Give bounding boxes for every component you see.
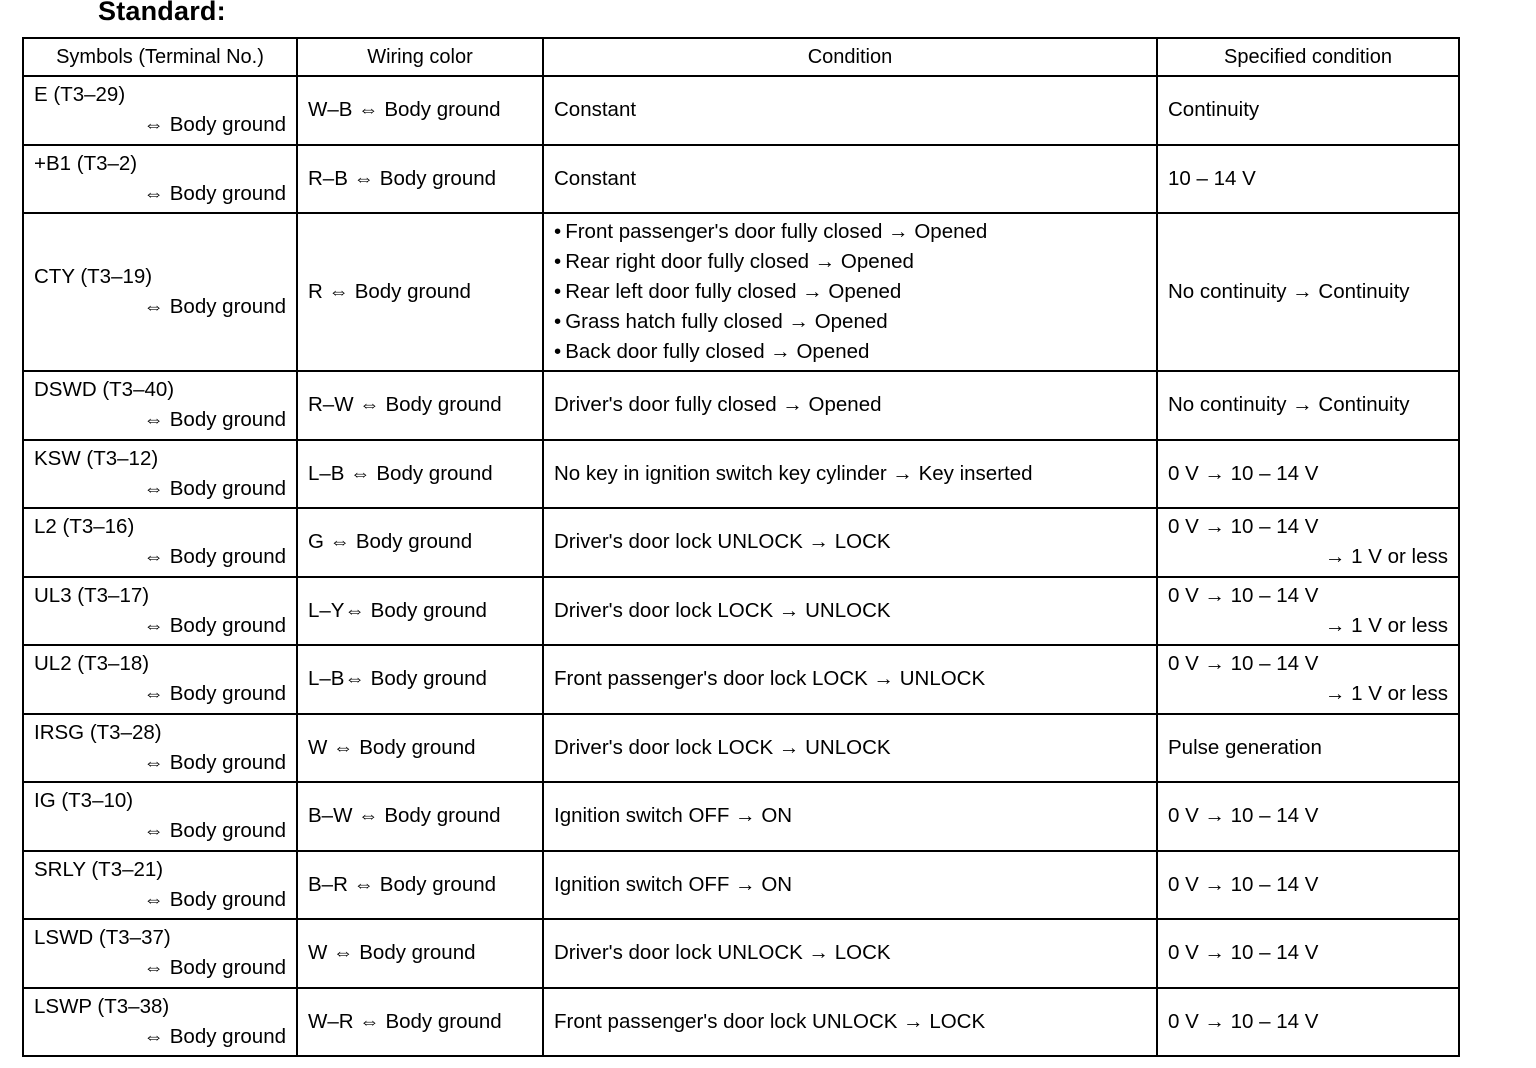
symbol-ground: ⇔ Body ground bbox=[143, 476, 286, 500]
specified-value: 0 V → 10 – 14 V bbox=[1168, 583, 1319, 607]
specified-value: Continuity bbox=[1168, 98, 1260, 122]
specified-value: 0 V → 10 – 14 V bbox=[1168, 804, 1319, 828]
table-row bbox=[23, 919, 1459, 988]
condition-cell: Constant bbox=[543, 76, 1157, 145]
condition-cell: Front passenger's door lock LOCK → UNLOCK bbox=[543, 645, 1157, 714]
specified-cell bbox=[1157, 440, 1459, 509]
table-row bbox=[23, 213, 1459, 371]
specified-cell bbox=[1157, 145, 1459, 214]
specified-value-sub: → 1 V or less bbox=[1324, 613, 1448, 637]
symbol-terminal: LSWD (T3–37) bbox=[34, 926, 171, 950]
table-row bbox=[23, 851, 1459, 920]
symbol-terminal: CTY (T3–19) bbox=[34, 265, 153, 288]
symbol-ground: ⇔ Body ground bbox=[143, 1024, 286, 1048]
specified-cell bbox=[1157, 213, 1459, 371]
symbol-terminal: +B1 (T3–2) bbox=[34, 151, 138, 175]
condition-list bbox=[554, 217, 1146, 367]
specified-value: No continuity → Continuity bbox=[1168, 393, 1410, 417]
table-row bbox=[23, 371, 1459, 440]
condition-list-item: • Front passenger's door fully closed → Opened bbox=[554, 217, 1146, 247]
symbol-cell bbox=[23, 577, 297, 646]
specified-cell bbox=[1157, 782, 1459, 851]
symbol-ground: ⇔ Body ground bbox=[143, 613, 286, 637]
symbol-terminal: E (T3–29) bbox=[34, 83, 126, 107]
specified-cell bbox=[1157, 645, 1459, 714]
header-wiring-color: Wiring color bbox=[297, 38, 543, 76]
symbol-ground: ⇔ Body ground bbox=[143, 295, 286, 318]
symbol-ground: ⇔ Body ground bbox=[143, 819, 286, 843]
wiring-cell: R ⇔ Body ground bbox=[297, 213, 543, 371]
specified-cell bbox=[1157, 919, 1459, 988]
symbol-cell bbox=[23, 76, 297, 145]
wiring-cell: W–R ⇔ Body ground bbox=[297, 988, 543, 1057]
symbol-cell bbox=[23, 371, 297, 440]
symbol-cell bbox=[23, 645, 297, 714]
specified-value: 0 V → 10 – 14 V bbox=[1168, 941, 1319, 965]
table-row bbox=[23, 508, 1459, 577]
symbol-terminal: L2 (T3–16) bbox=[34, 515, 135, 539]
specified-value: No continuity → Continuity bbox=[1168, 280, 1410, 303]
symbol-cell bbox=[23, 988, 297, 1057]
condition-cell: Driver's door lock UNLOCK → LOCK bbox=[543, 508, 1157, 577]
table-row bbox=[23, 145, 1459, 214]
header-specified-condition: Specified condition bbox=[1157, 38, 1459, 76]
specified-value-sub: → 1 V or less bbox=[1324, 682, 1448, 706]
symbol-cell bbox=[23, 851, 297, 920]
page-title: Standard: bbox=[98, 0, 226, 26]
wiring-cell: R–W ⇔ Body ground bbox=[297, 371, 543, 440]
symbol-terminal: DSWD (T3–40) bbox=[34, 378, 175, 402]
symbol-cell bbox=[23, 782, 297, 851]
symbol-cell bbox=[23, 508, 297, 577]
symbol-ground: ⇔ Body ground bbox=[143, 887, 286, 911]
symbol-cell bbox=[23, 213, 297, 371]
symbol-terminal: UL2 (T3–18) bbox=[34, 652, 150, 676]
symbol-terminal: UL3 (T3–17) bbox=[34, 583, 150, 607]
specified-cell bbox=[1157, 76, 1459, 145]
wiring-cell: L–B ⇔ Body ground bbox=[297, 440, 543, 509]
table-row bbox=[23, 782, 1459, 851]
specified-cell bbox=[1157, 371, 1459, 440]
table-row bbox=[23, 645, 1459, 714]
wiring-cell: W ⇔ Body ground bbox=[297, 919, 543, 988]
specified-cell bbox=[1157, 851, 1459, 920]
table-row bbox=[23, 577, 1459, 646]
symbol-ground: ⇔ Body ground bbox=[143, 750, 286, 774]
symbol-terminal: IRSG (T3–28) bbox=[34, 720, 162, 744]
table-row bbox=[23, 988, 1459, 1057]
condition-cell: No key in ignition switch key cylinder → Key inserted bbox=[543, 440, 1157, 509]
condition-cell: Driver's door lock UNLOCK → LOCK bbox=[543, 919, 1157, 988]
wiring-cell: B–W ⇔ Body ground bbox=[297, 782, 543, 851]
specified-value: 0 V → 10 – 14 V bbox=[1168, 515, 1319, 539]
condition-list-item: • Grass hatch fully closed → Opened bbox=[554, 307, 1146, 337]
symbol-ground: ⇔ Body ground bbox=[143, 956, 286, 980]
condition-cell: Ignition switch OFF → ON bbox=[543, 782, 1157, 851]
symbol-ground: ⇔ Body ground bbox=[143, 682, 286, 706]
condition-list-item: • Back door fully closed → Opened bbox=[554, 337, 1146, 367]
specified-cell bbox=[1157, 714, 1459, 783]
specified-value: 0 V → 10 – 14 V bbox=[1168, 652, 1319, 676]
symbol-terminal: IG (T3–10) bbox=[34, 789, 134, 813]
symbol-terminal: SRLY (T3–21) bbox=[34, 857, 164, 881]
specified-value: 0 V → 10 – 14 V bbox=[1168, 872, 1319, 896]
condition-list-item: • Rear left door fully closed → Opened bbox=[554, 277, 1146, 307]
specified-value: Pulse generation bbox=[1168, 735, 1322, 759]
table-header-row bbox=[23, 38, 1459, 76]
specified-cell bbox=[1157, 508, 1459, 577]
condition-cell: Driver's door fully closed → Opened bbox=[543, 371, 1157, 440]
specified-value: 0 V → 10 – 14 V bbox=[1168, 461, 1319, 485]
symbol-ground: ⇔ Body ground bbox=[143, 545, 286, 569]
symbol-ground: ⇔ Body ground bbox=[143, 113, 286, 137]
specified-cell bbox=[1157, 988, 1459, 1057]
wiring-cell: W–B ⇔ Body ground bbox=[297, 76, 543, 145]
symbol-ground: ⇔ Body ground bbox=[143, 408, 286, 432]
header-symbols: Symbols (Terminal No.) bbox=[23, 38, 297, 76]
condition-list-item: • Rear right door fully closed → Opened bbox=[554, 247, 1146, 277]
condition-cell: Driver's door lock LOCK → UNLOCK bbox=[543, 714, 1157, 783]
header-condition: Condition bbox=[543, 38, 1157, 76]
wiring-cell: L–Y⇔ Body ground bbox=[297, 577, 543, 646]
wiring-cell: W ⇔ Body ground bbox=[297, 714, 543, 783]
symbol-cell bbox=[23, 919, 297, 988]
table-row bbox=[23, 76, 1459, 145]
symbol-terminal: LSWP (T3–38) bbox=[34, 994, 170, 1018]
table-row bbox=[23, 440, 1459, 509]
table-row bbox=[23, 714, 1459, 783]
symbol-ground: ⇔ Body ground bbox=[143, 181, 286, 205]
symbol-cell bbox=[23, 714, 297, 783]
wiring-cell: L–B⇔ Body ground bbox=[297, 645, 543, 714]
symbol-cell bbox=[23, 145, 297, 214]
specified-value: 0 V → 10 – 14 V bbox=[1168, 1009, 1319, 1033]
condition-cell: Driver's door lock LOCK → UNLOCK bbox=[543, 577, 1157, 646]
wiring-cell: B–R ⇔ Body ground bbox=[297, 851, 543, 920]
condition-cell bbox=[543, 213, 1157, 371]
specified-value-sub: → 1 V or less bbox=[1324, 545, 1448, 569]
standard-spec-table bbox=[22, 37, 1460, 1057]
wiring-cell: R–B ⇔ Body ground bbox=[297, 145, 543, 214]
specified-value: 10 – 14 V bbox=[1168, 166, 1256, 190]
symbol-terminal: KSW (T3–12) bbox=[34, 446, 159, 470]
condition-cell: Constant bbox=[543, 145, 1157, 214]
specified-cell bbox=[1157, 577, 1459, 646]
condition-cell: Ignition switch OFF → ON bbox=[543, 851, 1157, 920]
symbol-cell bbox=[23, 440, 297, 509]
condition-cell: Front passenger's door lock UNLOCK → LOCK bbox=[543, 988, 1157, 1057]
wiring-cell: G ⇔ Body ground bbox=[297, 508, 543, 577]
